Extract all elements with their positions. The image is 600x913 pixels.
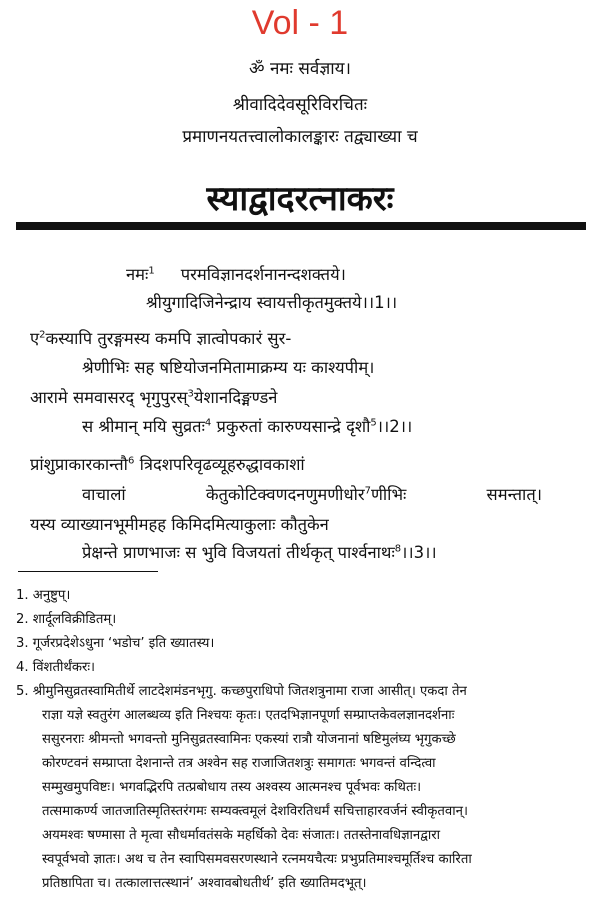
footnote-continuation: प्रतिष्ठापिता च। तत्कालात्तत्स्थानं’ अश्वावबोधतीर्थ’ इति ख्यातिमदभूत्। <box>42 876 367 891</box>
verse-line: यस्य व्याख्यानभूमीमहह किमिदमित्याकुलाः कौतुकेन <box>30 515 329 534</box>
footnote: 2. शार्दूलविक्रीडितम्। <box>16 612 117 627</box>
author-line: श्रीवादिदेवसूरिविरचितः <box>232 95 368 115</box>
verse-line: श्रीयुगादिजिनेन्द्राय स्वायत्तीकृतमुक्तये।।1।। <box>146 293 398 312</box>
footnote-continuation: राज्ञा यज्ञे स्वतुरंग आलब्धव्य इति निश्चयः कृतः। एतदभिज्ञानपूर्णा सम्प्राप्तकेवलज्ञानदर्शनाः <box>42 708 455 723</box>
verse-line: प्रेक्षन्ते प्राणभाजः स भुवि विजयतां तीर्थकृत् पार्श्वनाथः$^8$।।3।। <box>82 543 437 562</box>
verse-line: प्रांशुप्राकारकान्तौ$^6$ त्रिदशपरिवृढव्यूहरुद्धावकाशां <box>30 455 305 474</box>
footnote-continuation: स्वपूर्वभवो ज्ञातः। अथ च तेन स्वापिसमवसरणस्थाने रत्नमयचैत्यः प्रभुप्रतिमाश्चमूर्तिश्च कारिता <box>42 852 472 867</box>
verse-line: आरामे समवासरद् भृगुपुरस्$^3$येशानदिङ्मण्डने <box>30 388 278 407</box>
footnote: 4. विंशतीर्थंकरः। <box>16 660 96 675</box>
footnote: 3. गूर्जरप्रदेशेऽधुना ‘भडोच’ इति ख्यातस्य। <box>16 636 215 651</box>
verse-line: श्रेणीभिः सह षष्टियोजनमितामाक्रम्य यः काश्यपीम्। <box>82 358 375 377</box>
footnote-continuation: कोरण्टवनं सम्प्राप्ता देशनान्ते तत्र अश्वेन सह राजाजितशत्रुः समागतः भगवन्तं वन्दित्वा <box>42 756 436 771</box>
verse-line: नमः$^1$ परमविज्ञानदर्शनानन्दशक्तये। <box>126 265 346 284</box>
title-divider <box>16 222 586 230</box>
footnote-continuation: ससुरनराः श्रीमन्तो भगवन्तो मुनिसुव्रतस्वामिनः एकस्यां रात्रौ योजनानां षष्टिमुलंघ्य भृगुकच्छे <box>42 732 456 747</box>
page-title: स्याद्वादरत्नाकरः <box>206 179 394 219</box>
footnote-continuation: सम्मुखमुपविष्टः। भगवद्भिरपि तत्प्रबोधाय तस्य अश्वस्य आत्मनश्च पूर्वभवः कथितः। <box>42 780 422 795</box>
footnote-divider <box>18 571 158 572</box>
footnote-continuation: तत्समाकर्ण्य जातजातिस्मृतिस्तरंगमः सम्यक्त्वमूलं देशविरतिधर्मं सचित्ताहारवर्जनं स्वीकृतवान्। <box>42 804 468 819</box>
work-title-line: प्रमाणनयतत्त्वालोकालङ्कारः तद्व्याख्या च <box>182 127 418 147</box>
footnote-continuation: अयमश्वः षण्मासा ते मृत्वा सौधर्मावतंसके महर्धिको देवः संजातः। ततस्तेनावधिज्ञानद्वारा <box>42 828 441 843</box>
footnote: 5. श्रीमुनिसुव्रतस्वामितीर्थे लाटदेशमंडनभृगु. कच्छपुराधिपो जितशत्रुनामा राजा आसीत्। एकदा तेन <box>16 684 467 699</box>
verse-line: ए$^2$कस्यापि तुरङ्गमस्य कमपि ज्ञात्वोपकारं सुर- <box>30 329 292 348</box>
volume-label: Vol - 1 <box>251 4 349 42</box>
verse-line: वाचालां केतुकोटिक्वणदनणुमणीधोर$^7$णीभिः समन्तात्। <box>82 485 542 504</box>
invocation-line: ॐ नमः सर्वज्ञाय। <box>249 59 351 79</box>
footnote: 1. अनुष्टुप्। <box>16 588 71 603</box>
verse-line: स श्रीमान् मयि सुव्रतः$^4$ प्रकुरुतां कारुण्यसान्द्रे दृशौ$^5$।।2।। <box>82 417 413 436</box>
